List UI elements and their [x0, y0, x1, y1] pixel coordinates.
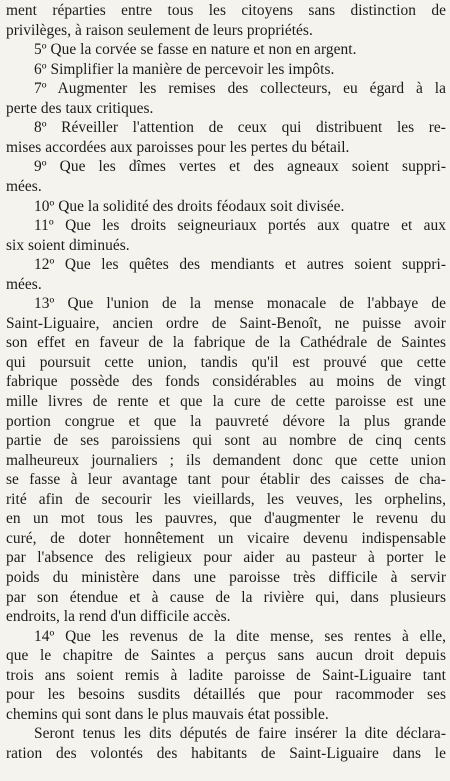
text-line: 6º Simplifier la manière de percevoir les impôts. [34, 60, 335, 78]
text-line: malheureux journaliers ; ils demandent donc que cette union [6, 451, 446, 469]
text-line: qui poursuit cette union, tandis qu'il est prouvé que cette [6, 353, 446, 371]
text-line: que le chapitre de Saintes a perçus sans aucun droit depuis [6, 647, 446, 665]
text-line: 14º Que les revenus de la dite mense, ses rentes à elle, [34, 627, 446, 645]
text-line: se fasse à leur avantage tant pour établir des caisses de cha- [6, 471, 446, 489]
text-line: perte des taux critiques. [6, 99, 154, 117]
text-line: ration des volontés des habitants de Saint-Liguaire dans le [6, 744, 446, 762]
text-line: 11º Que les droits seigneuriaux portés aux quatre et aux [34, 217, 446, 235]
text-line: 7º Augmenter les remises des collecteurs, eu égard à la [34, 80, 446, 98]
text-line: poids du ministère dans une paroisse très difficile à servir [6, 568, 446, 586]
text-line: rité afin de secourir les vieillards, les veuves, les orphelins, [6, 490, 446, 508]
text-line: trois ans soient remis à ladite paroisse de Saint-Liguaire tant [6, 666, 446, 684]
text-line: mille livres de rente et que la cure de cette paroisse est une [6, 393, 446, 410]
text-line: mées. [6, 177, 42, 195]
text-line: fabrique possède des fonds considérables au moins de vingt [6, 373, 446, 391]
text-line: 8º Réveiller l'attention de ceux qui distribuent les re- [34, 119, 446, 137]
text-line: 9º Que les dîmes vertes et des agneaux soient suppri- [34, 158, 446, 176]
text-line: privilèges, à raison seulement de leurs propriétés. [6, 21, 313, 39]
text-line: Seront tenus les dits députés de faire insérer la dite déclara- [34, 725, 446, 743]
text-line: son effet en faveur de la fabrique de la Cathédrale de Saintes [6, 334, 446, 352]
text-line: six soient diminués. [6, 236, 130, 254]
text-line: partie de ses paroissiens qui sont au nombre de cinq cents [6, 432, 446, 450]
text-line: 13º Que l'union de la mense monacale de l'abbaye de [34, 295, 446, 313]
text-line: Saint-Liguaire, ancien ordre de Saint-Benoît, ne puisse avoir [6, 314, 446, 332]
text-line: par l'absence des religieux pour aider au pasteur à porter le [6, 549, 446, 567]
text-line: ment réparties entre tous les citoyens sans distinction de [6, 2, 446, 19]
text-line: curé, de doter honnêtement un vicaire devenu indispensable [6, 529, 446, 547]
text-line: chemins qui sont dans le plus mauvais état possible. [6, 705, 329, 723]
text-line: endroits, la rend d'un difficile accès. [6, 608, 231, 626]
text-line: portion congrue et que la pauvreté dévore la plus grande [6, 412, 446, 430]
text-line: mises accordées aux paroisses pour les pertes du bétail. [6, 138, 350, 156]
text-line: 12º Que les quêtes des mendiants et autres soient suppri- [34, 256, 446, 274]
text-line: par son étendue et à cause de la rivière qui, dans plusieurs [6, 588, 446, 606]
text-line: pour les besoins susdits détaillés que pour racommoder ses [6, 686, 446, 704]
text-line: en un mot tous les pauvres, que d'augmenter le revenu du [6, 510, 446, 528]
text-line: mées. [6, 275, 42, 293]
text-line: 10º Que la solidité des droits féodaux soit divisée. [34, 197, 345, 215]
text-line: 5º Que la corvée se fasse en nature et non en argent. [34, 41, 357, 59]
